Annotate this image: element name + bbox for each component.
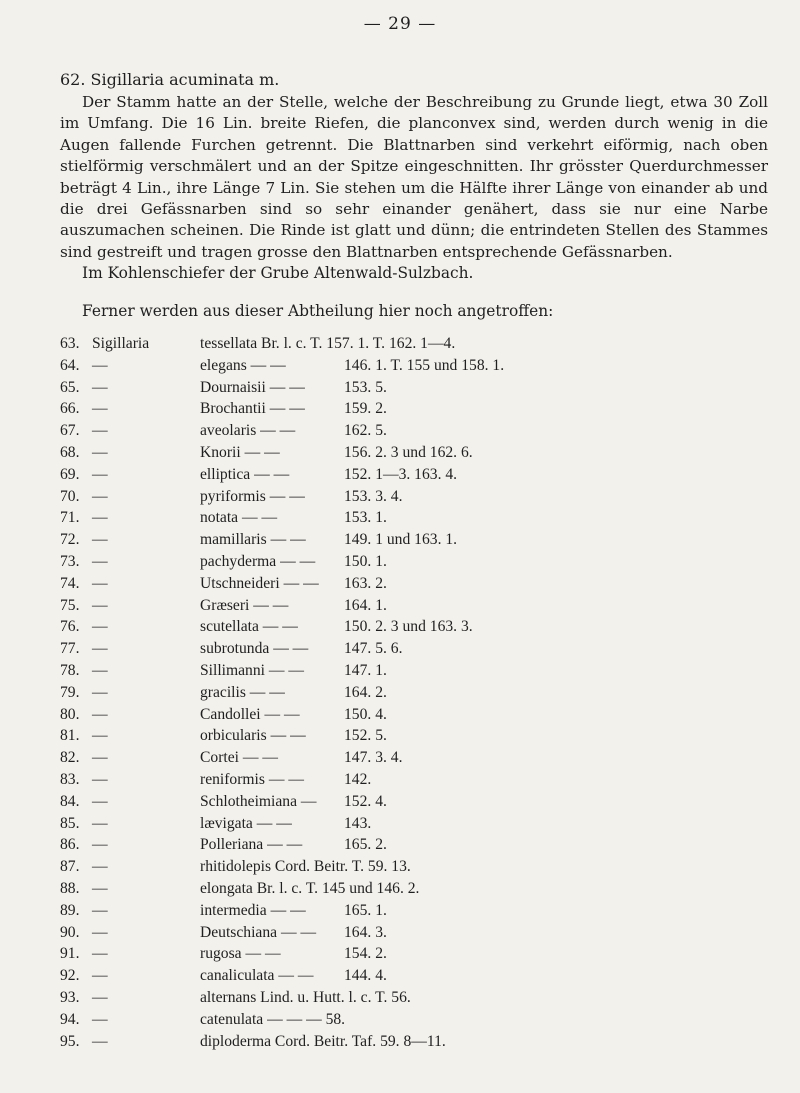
item-species: Deutschiana — — bbox=[200, 923, 317, 941]
item-number: 83. bbox=[60, 770, 80, 788]
page-number: — 29 — bbox=[363, 14, 437, 34]
item-species: scutellata — — bbox=[200, 618, 298, 636]
item-genus: — bbox=[92, 901, 108, 919]
list-item bbox=[60, 922, 790, 944]
list-item bbox=[60, 943, 790, 965]
item-number: 71. bbox=[60, 509, 80, 527]
list-item bbox=[60, 333, 790, 355]
item-species: subrotunda — — bbox=[200, 640, 309, 658]
list-item bbox=[60, 791, 790, 813]
item-genus: — bbox=[92, 683, 108, 701]
list-item bbox=[60, 682, 790, 704]
item-species: Polleriana — — bbox=[200, 836, 303, 854]
item-reference: 156. 2. 3 und 162. 6. bbox=[344, 443, 473, 461]
item-number: 63. bbox=[60, 335, 80, 352]
item-genus: — bbox=[92, 1010, 108, 1028]
item-genus: — bbox=[92, 792, 108, 810]
item-number: 86. bbox=[60, 836, 80, 854]
item-text: catenulata — — — 58. bbox=[200, 1010, 346, 1028]
item-genus: — bbox=[92, 749, 108, 767]
item-number: 84. bbox=[60, 792, 80, 810]
item-number: 80. bbox=[60, 705, 80, 723]
item-genus: — bbox=[92, 640, 108, 658]
item-genus: — bbox=[92, 727, 108, 745]
item-species: Dournaisii — — bbox=[200, 378, 305, 396]
item-number: 79. bbox=[60, 683, 80, 701]
item-reference: 152. 4. bbox=[344, 792, 387, 810]
list-item bbox=[60, 355, 790, 377]
item-species: rugosa — — bbox=[200, 945, 281, 963]
item-reference: 165. 2. bbox=[344, 836, 387, 854]
item-number: 92. bbox=[60, 967, 80, 985]
item-species: orbicularis — — bbox=[200, 727, 306, 745]
item-reference: 163. 2. bbox=[344, 574, 387, 592]
list-item bbox=[60, 573, 790, 595]
list-item bbox=[60, 377, 790, 399]
item-genus: — bbox=[92, 945, 108, 963]
item-number: 91. bbox=[60, 945, 80, 963]
item-text: alternans Lind. u. Hutt. l. c. T. 56. bbox=[200, 988, 411, 1006]
item-reference: 152. 5. bbox=[344, 727, 387, 745]
item-text: tessellata Br. l. c. T. 157. 1. T. 162. 1—4. bbox=[200, 335, 456, 352]
item-reference: 153. 5. bbox=[344, 378, 387, 396]
item-genus: — bbox=[92, 378, 108, 396]
list-intro: Ferner werden aus dieser Abtheilung hier noch angetroffen: bbox=[82, 302, 554, 320]
list-item bbox=[60, 1009, 790, 1031]
list-item bbox=[60, 486, 790, 508]
list-item bbox=[60, 769, 790, 791]
item-genus: — bbox=[92, 1032, 108, 1050]
list-item bbox=[60, 595, 790, 617]
list-item bbox=[60, 398, 790, 420]
item-genus: — bbox=[92, 443, 108, 461]
item-species: pachyderma — — bbox=[200, 552, 316, 570]
item-number: 66. bbox=[60, 400, 80, 418]
item-number: 64. bbox=[60, 356, 80, 374]
item-species: elegans — — bbox=[200, 356, 286, 374]
item-number: 93. bbox=[60, 988, 80, 1006]
item-number: 82. bbox=[60, 749, 80, 767]
locality-paragraph: Im Kohlenschiefer der Grube Altenwald-Sulzbach. bbox=[82, 264, 474, 282]
item-text: rhitidolepis Cord. Beitr. T. 59. 13. bbox=[200, 858, 411, 876]
item-reference: 164. 3. bbox=[344, 923, 387, 941]
item-species: elliptica — — bbox=[200, 465, 290, 483]
item-genus: — bbox=[92, 618, 108, 636]
item-genus: — bbox=[92, 988, 108, 1006]
item-species: Utschneideri — — bbox=[200, 574, 319, 592]
item-reference: 153. 3. 4. bbox=[344, 487, 403, 505]
list-item bbox=[60, 529, 790, 551]
item-genus: — bbox=[92, 356, 108, 374]
item-number: 75. bbox=[60, 596, 80, 614]
item-number: 65. bbox=[60, 378, 80, 396]
item-number: 77. bbox=[60, 640, 80, 658]
item-number: 85. bbox=[60, 814, 80, 832]
item-number: 68. bbox=[60, 443, 80, 461]
item-reference: 150. 2. 3 und 163. 3. bbox=[344, 618, 473, 636]
description-paragraph: Der Stamm hatte an der Stelle, welche der Beschreibung zu Grunde liegt, etwa 30 Zoll im Umfang. Die 16 Lin. breite Riefen, die planconvex sind, werden durch wenig in die Augen fallende Furchen getrennt. Die Blattnarben sind verkehrt eiförmig, nach oben stielförmig verschmälert und an der Spitze eingeschnitten. Ihr grösster Querdurchmesser beträgt 4 Lin., ihre Länge 7 Lin. Sie stehen um die Hälfte ihrer Länge von einander ab und die drei Gefässnarben sind so sehr einander genähert, dass sie nur eine Narbe auszumachen scheinen. Die Rinde ist glatt und dünn; die entrindeten Stellen des Stammes sind gestreift und tragen grosse den Blattnarben entsprechende Gefässnarben. bbox=[60, 93, 768, 261]
item-genus: — bbox=[92, 770, 108, 788]
item-genus: — bbox=[92, 923, 108, 941]
item-number: 90. bbox=[60, 923, 80, 941]
item-number: 76. bbox=[60, 618, 80, 636]
item-number: 74. bbox=[60, 574, 80, 592]
item-genus: — bbox=[92, 596, 108, 614]
list-item bbox=[60, 813, 790, 835]
item-reference: 165. 1. bbox=[344, 901, 387, 919]
item-reference: 147. 1. bbox=[344, 661, 387, 679]
list-item bbox=[60, 420, 790, 442]
item-genus: — bbox=[92, 400, 108, 418]
item-species: Schlotheimiana — bbox=[200, 792, 317, 810]
item-genus: — bbox=[92, 465, 108, 483]
list-item bbox=[60, 987, 790, 1009]
item-number: 70. bbox=[60, 487, 80, 505]
item-species: Knorii — — bbox=[200, 443, 280, 461]
item-species: intermedia — — bbox=[200, 901, 306, 919]
item-number: 69. bbox=[60, 465, 80, 483]
item-number: 94. bbox=[60, 1010, 80, 1028]
item-reference: 152. 1—3. 163. 4. bbox=[344, 465, 458, 483]
item-number: 95. bbox=[60, 1032, 80, 1050]
item-species: mamillaris — — bbox=[200, 531, 306, 549]
list-item bbox=[60, 965, 790, 987]
item-number: 88. bbox=[60, 879, 80, 897]
item-genus: — bbox=[92, 574, 108, 592]
item-reference: 142. bbox=[344, 770, 372, 788]
list-item bbox=[60, 638, 790, 660]
item-reference: 143. bbox=[344, 814, 372, 832]
list-item bbox=[60, 725, 790, 747]
item-reference: 150. 1. bbox=[344, 552, 387, 570]
item-genus: — bbox=[92, 552, 108, 570]
item-text: diploderma Cord. Beitr. Taf. 59. 8—11. bbox=[200, 1032, 446, 1050]
item-species: pyriformis — — bbox=[200, 487, 305, 505]
list-item bbox=[60, 660, 790, 682]
item-number: 73. bbox=[60, 552, 80, 570]
item-species: Cortei — — bbox=[200, 749, 278, 767]
item-reference: 150. 4. bbox=[344, 705, 387, 723]
item-species: Græseri — — bbox=[200, 596, 289, 614]
item-genus: — bbox=[92, 531, 108, 549]
item-genus: — bbox=[92, 422, 108, 440]
item-reference: 164. 1. bbox=[344, 596, 387, 614]
item-number: 89. bbox=[60, 901, 80, 919]
item-genus: — bbox=[92, 487, 108, 505]
item-number: 81. bbox=[60, 727, 80, 745]
item-number: 78. bbox=[60, 661, 80, 679]
item-reference: 149. 1 und 163. 1. bbox=[344, 531, 458, 549]
item-reference: 164. 2. bbox=[344, 683, 387, 701]
item-species: aveolaris — — bbox=[200, 422, 296, 440]
list-item bbox=[60, 464, 790, 486]
item-genus: — bbox=[92, 967, 108, 985]
item-genus: — bbox=[92, 509, 108, 527]
item-species: gracilis — — bbox=[200, 683, 285, 701]
item-reference: 147. 3. 4. bbox=[344, 749, 403, 767]
list-item bbox=[60, 834, 790, 856]
item-species: Sillimanni — — bbox=[200, 661, 304, 679]
item-text: elongata Br. l. c. T. 145 und 146. 2. bbox=[200, 879, 420, 897]
entry-title: 62. Sigillaria acuminata m. bbox=[60, 70, 280, 89]
list-item bbox=[60, 878, 790, 900]
list-item bbox=[60, 900, 790, 922]
item-reference: 153. 1. bbox=[344, 509, 387, 527]
list-item bbox=[60, 442, 790, 464]
list-item bbox=[60, 551, 790, 573]
item-species: notata — — bbox=[200, 509, 278, 527]
item-reference: 147. 5. 6. bbox=[344, 640, 403, 658]
item-reference: 159. 2. bbox=[344, 400, 387, 418]
item-reference: 154. 2. bbox=[344, 945, 387, 963]
item-species: reniformis — — bbox=[200, 770, 304, 788]
item-number: 87. bbox=[60, 858, 80, 876]
item-species: Candollei — — bbox=[200, 705, 300, 723]
species-list bbox=[60, 333, 790, 1052]
item-reference: 146. 1. T. 155 und 158. 1. bbox=[344, 356, 505, 374]
list-item bbox=[60, 616, 790, 638]
item-genus: Sigillaria bbox=[92, 335, 150, 352]
item-genus: — bbox=[92, 858, 108, 876]
item-number: 67. bbox=[60, 422, 80, 440]
list-item bbox=[60, 747, 790, 769]
item-species: canaliculata — — bbox=[200, 967, 314, 985]
item-genus: — bbox=[92, 879, 108, 897]
item-genus: — bbox=[92, 705, 108, 723]
list-item bbox=[60, 704, 790, 726]
list-item bbox=[60, 1031, 790, 1053]
item-genus: — bbox=[92, 661, 108, 679]
item-species: lævigata — — bbox=[200, 814, 292, 832]
item-genus: — bbox=[92, 836, 108, 854]
list-item bbox=[60, 507, 790, 529]
item-species: Brochantii — — bbox=[200, 400, 305, 418]
list-item bbox=[60, 856, 790, 878]
item-reference: 144. 4. bbox=[344, 967, 387, 985]
item-genus: — bbox=[92, 814, 108, 832]
item-number: 72. bbox=[60, 531, 80, 549]
item-reference: 162. 5. bbox=[344, 422, 387, 440]
